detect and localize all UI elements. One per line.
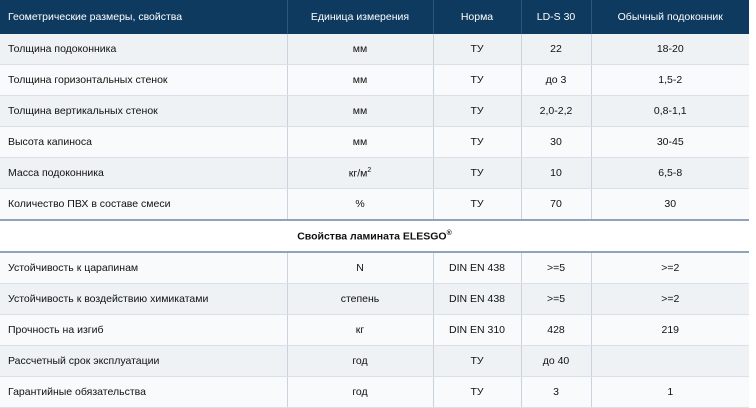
section-title-text: Свойства ламината ELESGO (297, 230, 447, 243)
header-lds30: LD-S 30 (521, 0, 591, 34)
cell-lds30: до 40 (521, 346, 591, 377)
cell-usual (591, 346, 749, 377)
cell-property: Устойчивость к воздействию химикатами (0, 284, 287, 315)
table-row (0, 65, 749, 96)
cell-unit: % (287, 189, 433, 221)
cell-lds30: >=5 (521, 252, 591, 284)
cell-usual: 30 (591, 189, 749, 221)
cell-usual: 0,8-1,1 (591, 96, 749, 127)
cell-unit: год (287, 377, 433, 408)
unit-text: кг/м (348, 167, 368, 180)
cell-property: Высота капиноса (0, 127, 287, 158)
cell-norm: ТУ (433, 65, 521, 96)
cell-norm: ТУ (433, 189, 521, 221)
unit-superscript: 2 (367, 166, 372, 174)
cell-usual: 1,5-2 (591, 65, 749, 96)
cell-lds30: 2,0-2,2 (521, 96, 591, 127)
table-row (0, 252, 749, 284)
cell-property: Толщина вертикальных стенок (0, 96, 287, 127)
cell-property: Количество ПВХ в составе смеси (0, 189, 287, 221)
cell-property: Гарантийные обязательства (0, 377, 287, 408)
cell-unit: мм (287, 65, 433, 96)
header-unit: Единица измерения (287, 0, 433, 34)
cell-property: Рассчетный срок эксплуатации (0, 346, 287, 377)
cell-norm: ТУ (433, 346, 521, 377)
header-property: Геометрические размеры, свойства (0, 0, 287, 34)
cell-usual: >=2 (591, 252, 749, 284)
cell-norm: DIN EN 438 (433, 284, 521, 315)
cell-lds30: 428 (521, 315, 591, 346)
cell-lds30: до 3 (521, 65, 591, 96)
cell-lds30: 30 (521, 127, 591, 158)
table-row (0, 34, 749, 65)
cell-unit: мм (287, 34, 433, 65)
cell-property: Толщина подоконника (0, 34, 287, 65)
cell-norm: ТУ (433, 34, 521, 65)
cell-lds30: 22 (521, 34, 591, 65)
cell-unit: степень (287, 284, 433, 315)
cell-norm: ТУ (433, 158, 521, 189)
table-row (0, 158, 749, 189)
cell-usual: 6,5-8 (591, 158, 749, 189)
table-header-row (0, 0, 749, 34)
cell-norm: ТУ (433, 96, 521, 127)
section-row (0, 220, 749, 252)
cell-property: Толщина горизонтальных стенок (0, 65, 287, 96)
header-norm: Норма (433, 0, 521, 34)
cell-property: Прочность на изгиб (0, 315, 287, 346)
cell-lds30: 70 (521, 189, 591, 221)
cell-property: Масса подоконника (0, 158, 287, 189)
cell-usual: 18-20 (591, 34, 749, 65)
cell-norm: ТУ (433, 377, 521, 408)
cell-norm: DIN EN 438 (433, 252, 521, 284)
cell-unit: год (287, 346, 433, 377)
cell-usual: 219 (591, 315, 749, 346)
cell-usual: 30-45 (591, 127, 749, 158)
cell-lds30: 3 (521, 377, 591, 408)
cell-unit: кг (287, 315, 433, 346)
header-usual-sill: Обычный подоконник (591, 0, 749, 34)
table-row (0, 284, 749, 315)
cell-norm: DIN EN 310 (433, 315, 521, 346)
cell-property: Устойчивость к царапинам (0, 252, 287, 284)
table-row (0, 346, 749, 377)
table-row (0, 96, 749, 127)
cell-unit: мм (287, 96, 433, 127)
cell-lds30: 10 (521, 158, 591, 189)
table-row (0, 189, 749, 221)
table-row (0, 315, 749, 346)
cell-unit: мм (287, 127, 433, 158)
table-row (0, 127, 749, 158)
table-row (0, 377, 749, 408)
section-title (0, 220, 749, 252)
section-title-mark: ® (446, 229, 452, 237)
cell-unit (287, 158, 433, 189)
cell-usual: >=2 (591, 284, 749, 315)
page-edge (749, 0, 756, 400)
cell-unit: N (287, 252, 433, 284)
cell-norm: ТУ (433, 127, 521, 158)
cell-usual: 1 (591, 377, 749, 408)
cell-lds30: >=5 (521, 284, 591, 315)
